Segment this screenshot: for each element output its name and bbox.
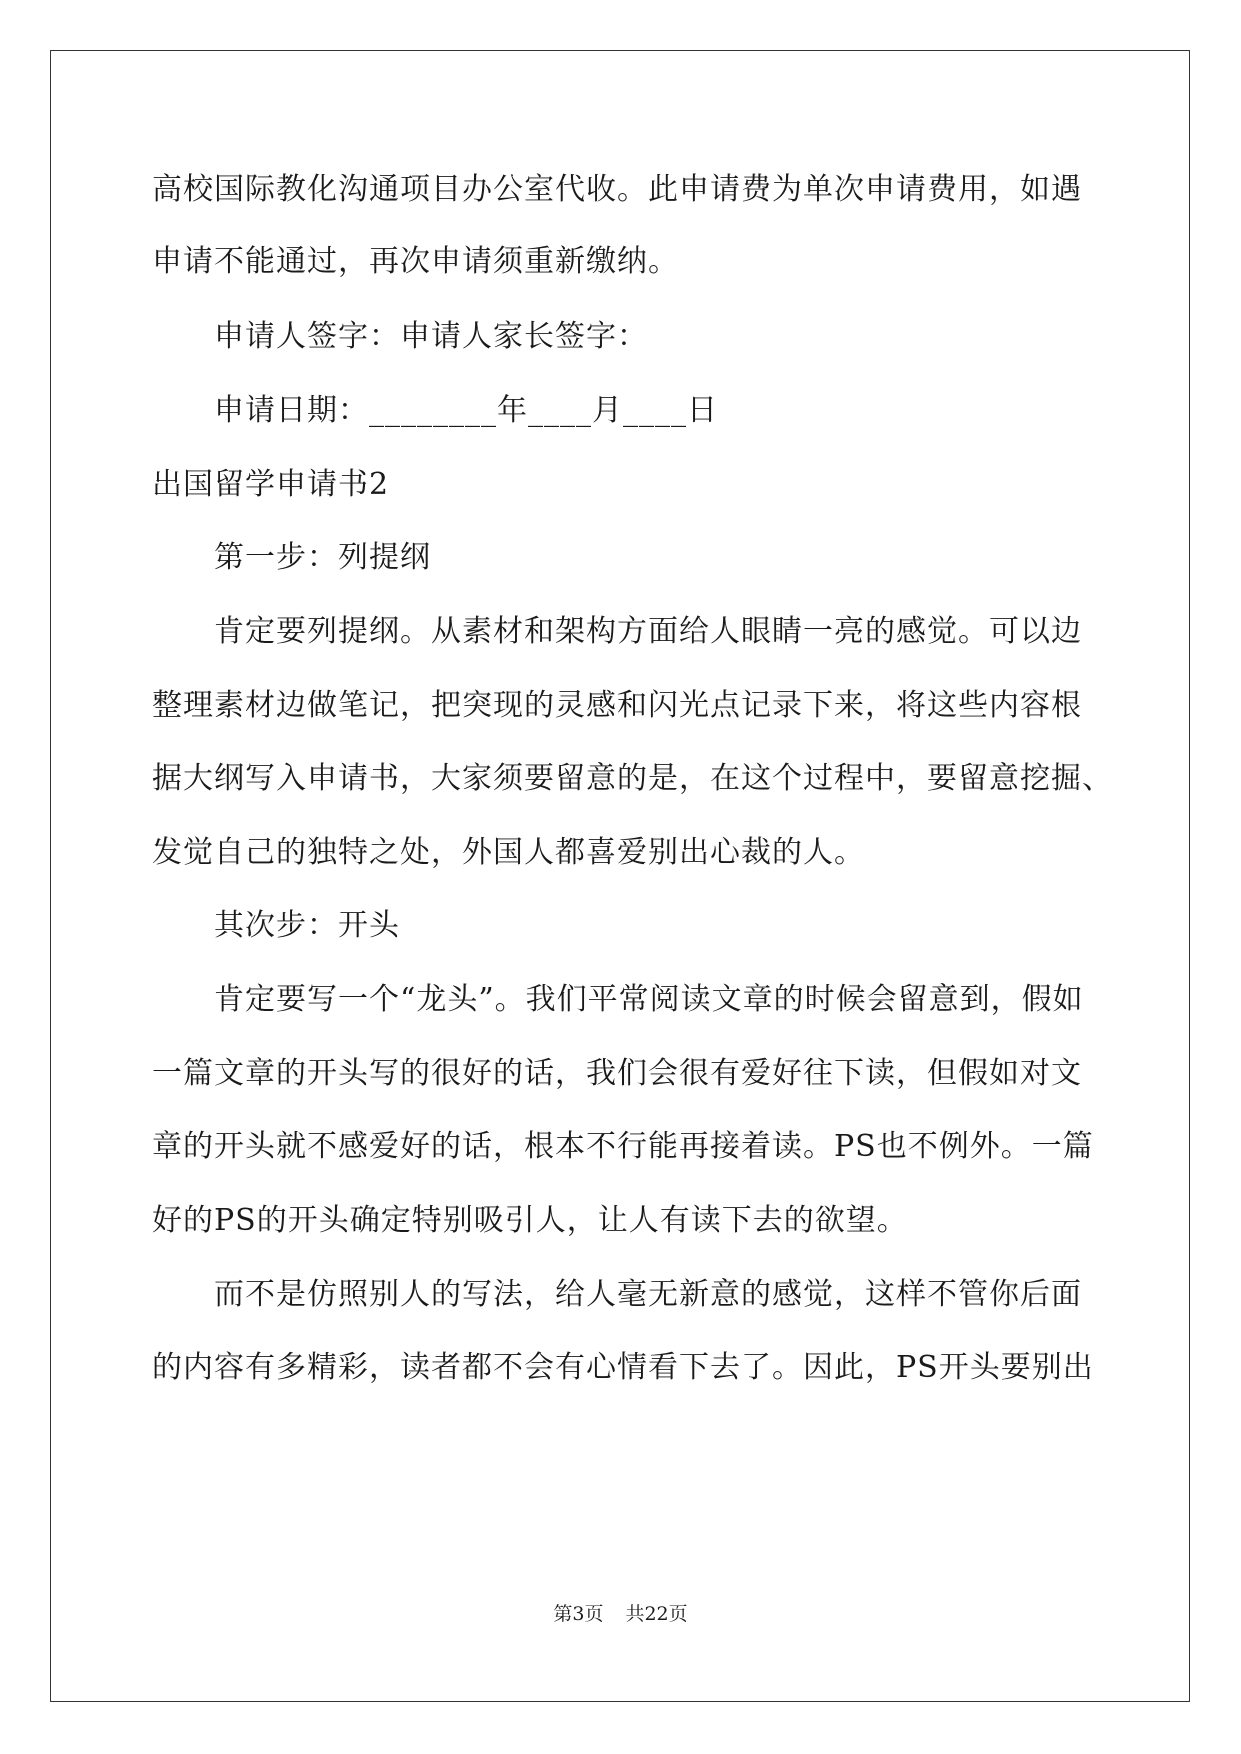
body-line-7: 肯定要列提纲。从素材和架构方面给人眼睛一亮的感觉。可以边 [214,614,1082,649]
body-line-12: 肯定要写一个“龙头”。我们平常阅读文章的时候会留意到，假如 [214,982,1084,1017]
page-border [50,50,1190,1702]
page-number: 第3页 [553,1603,604,1625]
step-one-heading: 第一步：列提纲 [214,540,431,575]
body-line-15: 好的PS的开头确定特别吸引人，让人有读下去的欲望。 [152,1203,908,1238]
step-two-heading: 其次步：开头 [214,908,400,943]
body-line-8: 整理素材边做笔记，把突现的灵感和闪光点记录下来，将这些内容根 [152,688,1082,723]
page-footer [0,1602,1241,1626]
page-total: 共22页 [625,1603,688,1625]
body-line-10: 发觉自己的独特之处，外国人都喜爱别出心裁的人。 [152,835,865,870]
body-line-14: 章的开头就不感爱好的话，根本不行能再接着读。PS也不例外。一篇 [152,1129,1094,1164]
body-line-9: 据大纲写入申请书，大家须要留意的是，在这个过程中，要留意挖掘、 [152,761,1113,796]
application-date-line: 申请日期：________年____月____日 [214,393,718,428]
body-line-2: 申请不能通过，再次申请须重新缴纳。 [152,244,679,279]
section-title: 出国留学申请书2 [152,467,390,502]
body-line-13: 一篇文章的开头写的很好的话，我们会很有爱好往下读，但假如对文 [152,1056,1082,1091]
applicant-signature-line: 申请人签字：申请人家长签字： [214,319,648,354]
body-line-17: 的内容有多精彩，读者都不会有心情看下去了。因此，PS开头要别出 [152,1350,1094,1385]
body-line-16: 而不是仿照别人的写法，给人毫无新意的感觉，这样不管你后面 [214,1277,1082,1312]
body-line-1: 高校国际教化沟通项目办公室代收。此申请费为单次申请费用，如遇 [152,172,1082,207]
